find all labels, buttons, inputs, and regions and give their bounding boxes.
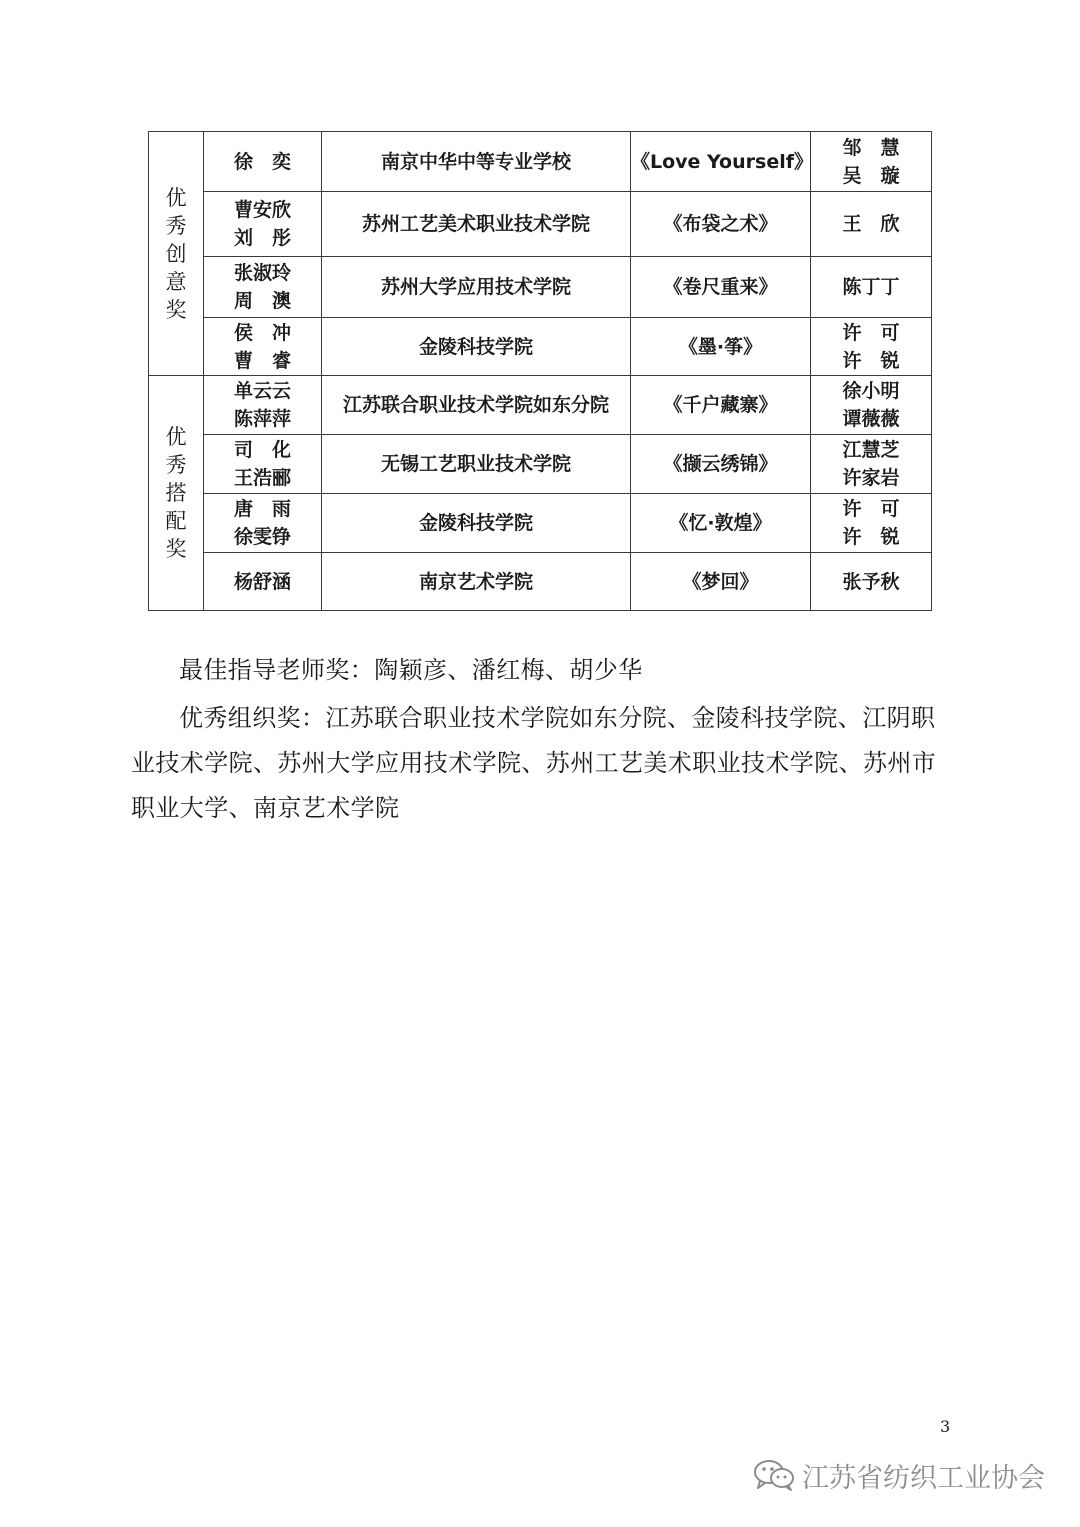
watermark [752, 1455, 1045, 1495]
award-table [148, 131, 932, 611]
work-title: 《卷尺重来》 [631, 257, 811, 318]
student-name: 侯 冲 [233, 321, 291, 344]
teacher-names [811, 318, 932, 376]
student-names [204, 257, 322, 318]
school-cell: 江苏联合职业技术学院如东分院 [322, 376, 631, 435]
work-title: 《墨·筝》 [631, 318, 811, 376]
teacher-name: 徐小明 [842, 380, 900, 402]
student-name: 徐 奕 [233, 150, 291, 173]
category-label: 优秀创意奖 [165, 185, 187, 322]
table-row [149, 435, 932, 494]
work-title: 《梦回》 [631, 553, 811, 611]
student-name: 唐 雨 [233, 498, 291, 520]
student-names [204, 553, 322, 611]
table-row [149, 318, 932, 376]
student-name: 张淑玲 [233, 262, 291, 284]
student-name: 杨舒涵 [233, 570, 291, 593]
student-name: 徐雯铮 [233, 526, 291, 548]
student-name: 单云云 [233, 380, 291, 402]
teacher-names [811, 257, 932, 318]
teacher-name: 许家岩 [842, 467, 900, 489]
category-label: 优秀搭配奖 [165, 425, 187, 561]
category-cell [149, 132, 204, 376]
student-name: 王浩郦 [233, 467, 291, 489]
student-name: 周 澳 [233, 290, 291, 312]
student-names [204, 318, 322, 376]
student-names [204, 376, 322, 435]
teacher-names [811, 435, 932, 494]
teacher-name: 邹 慧 [842, 136, 900, 159]
school-cell: 无锡工艺职业技术学院 [322, 435, 631, 494]
teacher-name: 许 可 [842, 498, 900, 520]
table-row [149, 132, 932, 192]
school-cell: 南京艺术学院 [322, 553, 631, 611]
school-cell: 苏州工艺美术职业技术学院 [322, 192, 631, 257]
student-name: 曹 睿 [233, 349, 291, 372]
table-row [149, 494, 932, 553]
work-title: 《忆·敦煌》 [631, 494, 811, 553]
work-title: 《撷云绣锦》 [631, 435, 811, 494]
watermark-text: 江苏省纺织工业协会 [802, 1462, 1045, 1494]
work-title: 《Love Yourself》 [631, 132, 811, 192]
category-cell [149, 376, 204, 611]
work-title: 《千户藏寨》 [631, 376, 811, 435]
student-name: 刘 彤 [233, 227, 291, 249]
student-name: 陈萍萍 [233, 408, 291, 430]
student-names [204, 132, 322, 192]
table-row [149, 192, 932, 257]
organization-award: 优秀组织奖：江苏联合职业技术学院如东分院、金陵科技学院、江阴职业技术学院、苏州大学应用技术学院、苏州工艺美术职业技术学院、苏州市职业大学、南京艺术学院 [131, 704, 937, 822]
teacher-name: 许 锐 [842, 349, 900, 372]
table-row [149, 376, 932, 435]
teacher-name: 张予秋 [842, 570, 900, 593]
teacher-names [811, 494, 932, 553]
page-number: 3 [940, 1417, 951, 1436]
student-name: 曹安欣 [233, 199, 291, 221]
teacher-names [811, 192, 932, 257]
student-names [204, 494, 322, 553]
school-cell: 苏州大学应用技术学院 [322, 257, 631, 318]
teacher-names [811, 553, 932, 611]
teacher-name: 吴 璇 [842, 164, 900, 187]
student-names [204, 192, 322, 257]
school-cell: 金陵科技学院 [322, 494, 631, 553]
table-row [149, 257, 932, 318]
teacher-name: 许 锐 [842, 526, 900, 548]
teacher-names [811, 376, 932, 435]
wechat-icon [752, 1457, 796, 1493]
table-row [149, 553, 932, 611]
student-name: 司 化 [233, 439, 291, 461]
school-cell: 南京中华中等专业学校 [322, 132, 631, 192]
best-teacher-award: 最佳指导老师奖：陶颖彦、潘红梅、胡少华 [179, 656, 643, 684]
school-cell: 金陵科技学院 [322, 318, 631, 376]
student-names [204, 435, 322, 494]
teacher-name: 许 可 [842, 321, 900, 344]
teacher-names [811, 132, 932, 192]
teacher-name: 陈丁丁 [842, 276, 900, 298]
teacher-name: 江慧芝 [842, 439, 900, 461]
teacher-name: 谭薇薇 [842, 408, 900, 430]
teacher-name: 王 欣 [842, 213, 900, 235]
work-title: 《布袋之术》 [631, 192, 811, 257]
